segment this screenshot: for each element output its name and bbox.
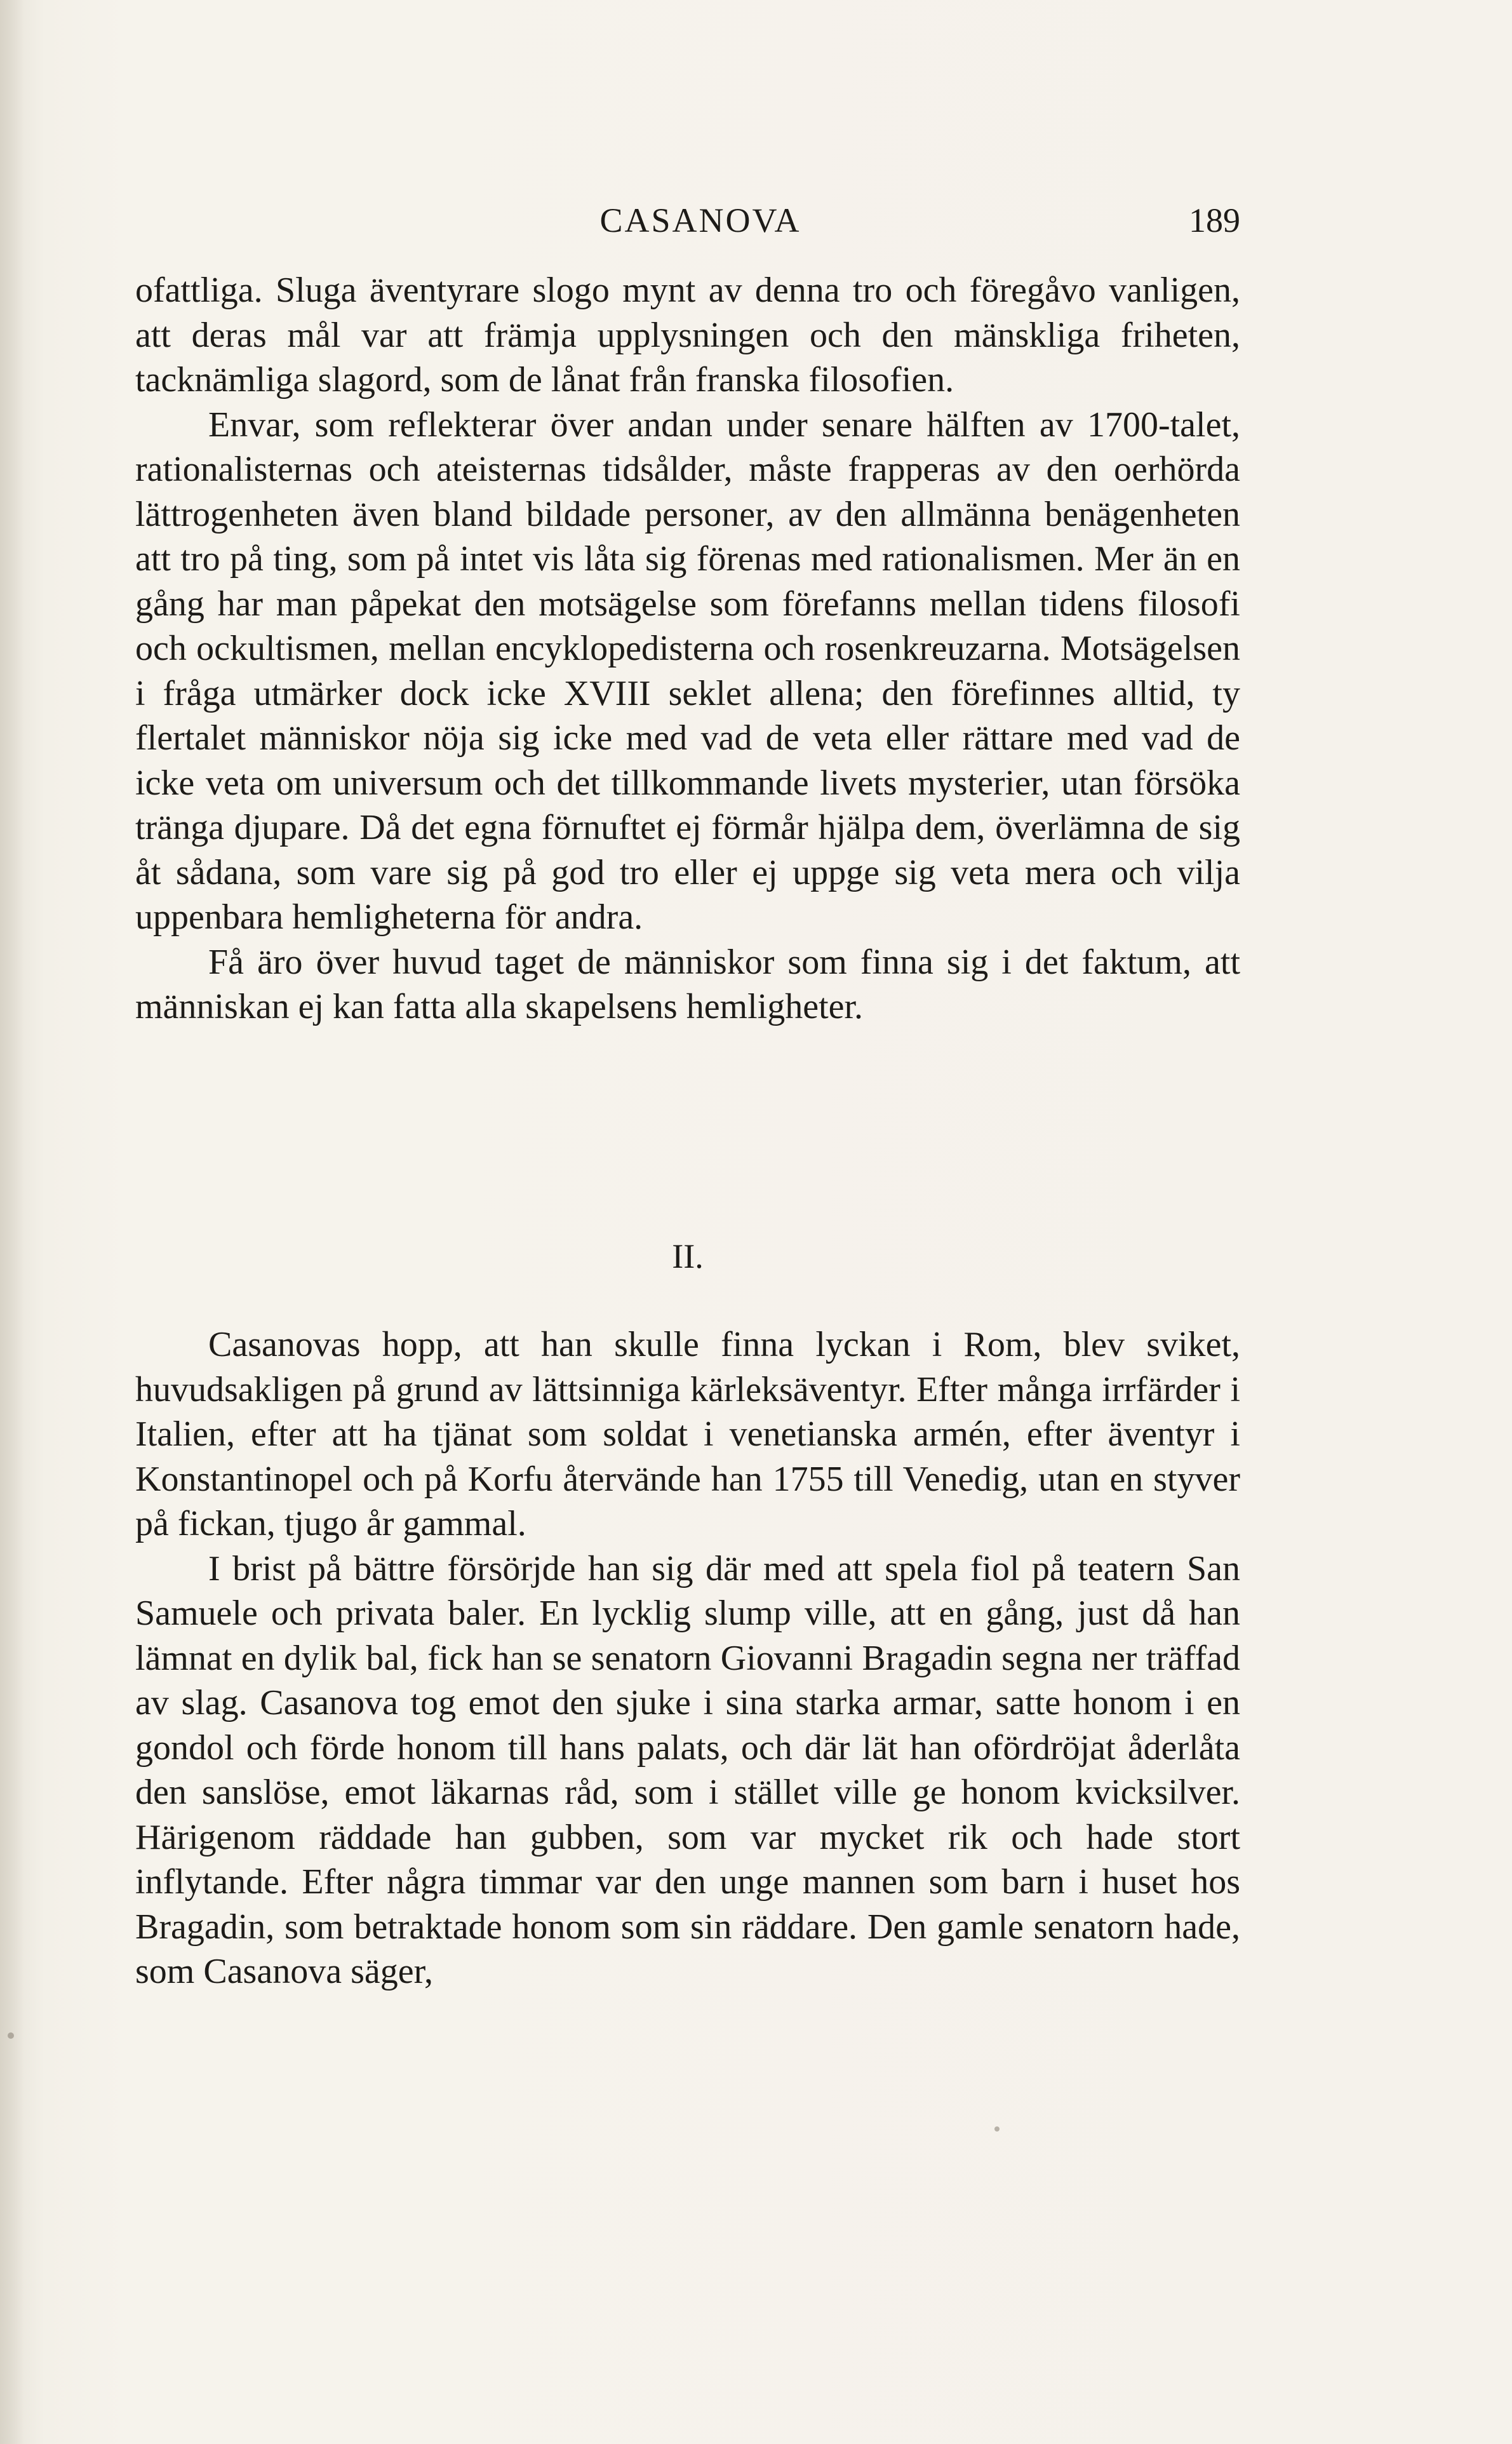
paper-speck [8,2032,14,2039]
paper-speck [994,2126,1000,2132]
section-two-text [135,1322,1240,1994]
paragraph: Envar, som reflekterar över andan under senare hälften av 1700-talet, rationalisternas och ateisternas tidsålder, måste frapperas av den oerhörda lättrogenheten även bland bildade personer, av den allmänna benägenheten att tro på ting, som på intet vis låta sig förenas med rationalismen. Mer än en gång har man påpekat den motsägelse som förefanns mellan tidens filosofi och ockultismen, mellan encyklopedisterna och rosenkreuzarna. Motsägelsen i fråga utmärker dock icke XVIII seklet allena; den förefinnes alltid, ty flertalet människor nöja sig icke med vad de veta eller rättare med vad de icke veta om universum och det tillkommande livets mysterier, utan försöka tränga djupare. Då det egna förnuftet ej förmår hjälpa dem, överlämna de sig åt sådana, som vare sig på god tro eller ej uppge sig veta mera och vilja uppenbara hemligheterna för andra. [135,405,1240,937]
page-number: 189 [1189,201,1240,239]
paragraph: I brist på bättre försörjde han sig där med att spela fiol på teatern San Samuele och privata baler. En lycklig slump ville, att en gång, just då han lämnat en dylik bal, fick han se senatorn Giovanni Bragadin segna ner träffad av slag. Casanova tog emot den sjuke i sina starka armar, satte honom i en gondol och förde honom till hans palats, och där lät han ofördröjat åderlåta den sanslöse, emot läkarnas råd, som i stället ville ge honom kvicksilver. Härigenom räddade han gubben, som var mycket rik och hade stort inflytande. Efter några timmar var den unge mannen som barn i huset hos Bragadin, som betraktade honom som sin räddare. Den gamle senatorn hade, som Casanova säger, [135,1548,1240,1991]
paragraph: Casanovas hopp, att han skulle finna lyckan i Rom, blev sviket, huvudsakligen på grund av lättsinniga kärleksäventyr. Efter många irrfärder i Italien, efter att ha tjänat som soldat i venetianska armén, efter äventyr i Konstantinopel och på Korfu återvände han 1755 till Venedig, utan en styver på fickan, tjugo år gammal. [135,1325,1240,1543]
section-heading: II. [672,1237,704,1275]
running-header [135,198,1240,243]
paragraph: Få äro över huvud taget de människor som finna sig i det faktum, att människan ej kan fatta alla skapelsens hemligheter. [135,942,1240,1026]
binding-gutter-shadow [0,0,24,2444]
section-one-text [135,268,1240,1030]
paragraph-continuation: ofattliga. Sluga äventyrare slogo mynt av denna tro och föregåvo vanligen, att deras mål var att främja upplysningen och den mänskliga friheten, tacknämliga slagord, som de lånat från franska filosofien. [135,271,1240,399]
running-title: CASANOVA [599,201,801,239]
